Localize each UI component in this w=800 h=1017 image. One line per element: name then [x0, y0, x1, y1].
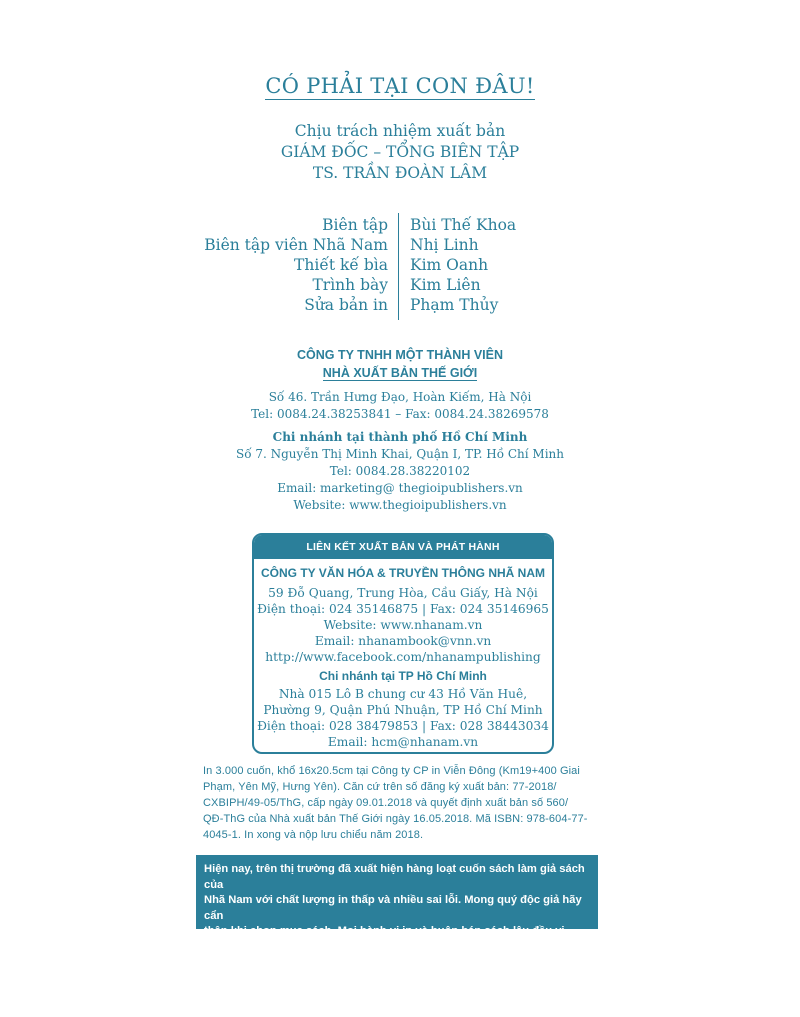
partner-branch-phone: Điện thoại: 028 38479853 | Fax: 028 38443034 [257, 719, 549, 733]
credit-name: Kim Liên [410, 276, 481, 294]
credit-row [0, 256, 800, 276]
partner-website: Website: www.nhanam.vn [323, 618, 483, 632]
partner-header: LIÊN KẾT XUẤT BẢN VÀ PHÁT HÀNH [254, 535, 552, 559]
credit-role: Biên tập viên Nhã Nam [204, 236, 388, 254]
notice-line: thận khi chọn mua sách. Mọi hành vi in và buôn bán sách lậu đều vi phạm [204, 925, 565, 953]
partner-phone: Điện thoại: 024 35146875 | Fax: 024 35146965 [257, 602, 549, 616]
partner-box [252, 533, 554, 754]
book-title: CÓ PHẢI TẠI CON ĐÂU! [265, 74, 535, 98]
credit-name: Phạm Thủy [410, 296, 499, 314]
publisher-tel-fax: Tel: 0084.24.38253841 – Fax: 0084.24.38269578 [251, 407, 549, 421]
printing-info-line: QĐ-ThG của Nhà xuất bản Thế Giới ngày 16.05.2018. Mã ISBN: 978-604-77- [203, 813, 588, 825]
credit-name: Nhị Linh [410, 236, 479, 254]
publisher-company-line-1: CÔNG TY TNHH MỘT THÀNH VIÊN [296, 348, 504, 362]
publisher-branch-tel: Tel: 0084.28.38220102 [329, 464, 471, 478]
counterfeit-notice [196, 855, 598, 968]
credit-role: Trình bày [312, 276, 388, 294]
partner-address: 59 Đỗ Quang, Trung Hòa, Cầu Giấy, Hà Nội [268, 586, 538, 600]
partner-facebook: http://www.facebook.com/nhanampublishing [265, 650, 541, 664]
printing-info-line: In 3.000 cuốn, khổ 16x20.5cm tại Công ty CP in Viễn Đông (Km19+400 Giai [203, 765, 580, 777]
credit-row [0, 236, 800, 256]
credits-divider [398, 213, 399, 320]
publisher-address: Số 46. Trần Hưng Đạo, Hoàn Kiếm, Hà Nội [268, 390, 532, 404]
partner-branch-title: Chi nhánh tại TP Hồ Chí Minh [319, 669, 487, 683]
publisher-email: Email: marketing@ thegioipublishers.vn [277, 481, 523, 495]
notice-line: Hiện nay, trên thị trường đã xuất hiện hàng loạt cuốn sách làm giả sách của [204, 863, 585, 891]
publisher-branch-title: Chi nhánh tại thành phố Hồ Chí Minh [272, 430, 528, 444]
printing-info [203, 763, 603, 843]
partner-company: CÔNG TY VĂN HÓA & TRUYỀN THÔNG NHÃ NAM [260, 566, 545, 580]
notice-line: pháp luật và làm tổn hại đến quyền lợi của tác giả và nhà xuất bản. [204, 956, 560, 968]
credit-name: Bùi Thế Khoa [410, 216, 517, 234]
printing-info-line: CXBIPH/49-05/ThG, cấp ngày 09.01.2018 và quyết định xuất bản số 560/ [203, 797, 569, 809]
publisher-company-line-2: NHÀ XUẤT BẢN THẾ GIỚI [322, 366, 478, 380]
responsibility-line-1: Chịu trách nhiệm xuất bản [294, 122, 506, 140]
credit-role: Sửa bản in [304, 296, 388, 314]
partner-email: Email: nhanambook@vnn.vn [314, 634, 492, 648]
responsibility-line-2: GIÁM ĐỐC – TỔNG BIÊN TẬP [280, 143, 520, 161]
publisher-website: Website: www.thegioipublishers.vn [293, 498, 507, 512]
credit-row [0, 216, 800, 236]
printing-info-line: Phạm, Yên Mỹ, Hưng Yên). Căn cứ trên số đăng ký xuất bản: 77-2018/ [203, 781, 557, 793]
credit-row [0, 276, 800, 296]
partner-branch-email: Email: hcm@nhanam.vn [327, 735, 479, 749]
responsibility-line-3: TS. TRẦN ĐOÀN LÂM [312, 164, 488, 182]
partner-branch-address-1: Nhà 015 Lô B chung cư 43 Hồ Văn Huê, [278, 687, 528, 701]
credit-role: Biên tập [322, 216, 388, 234]
credit-row [0, 296, 800, 316]
credit-name: Kim Oanh [410, 256, 489, 274]
notice-line: Nhã Nam với chất lượng in thấp và nhiều sai lỗi. Mong quý độc giả hãy cẩn [204, 894, 582, 922]
publisher-branch-address: Số 7. Nguyễn Thị Minh Khai, Quận I, TP. Hồ Chí Minh [235, 447, 565, 461]
partner-branch-address-2: Phường 9, Quận Phú Nhuận, TP Hồ Chí Minh [263, 703, 543, 717]
printing-info-line: 4045-1. In xong và nộp lưu chiểu năm 2018. [203, 829, 424, 841]
credit-role: Thiết kế bìa [294, 256, 388, 274]
